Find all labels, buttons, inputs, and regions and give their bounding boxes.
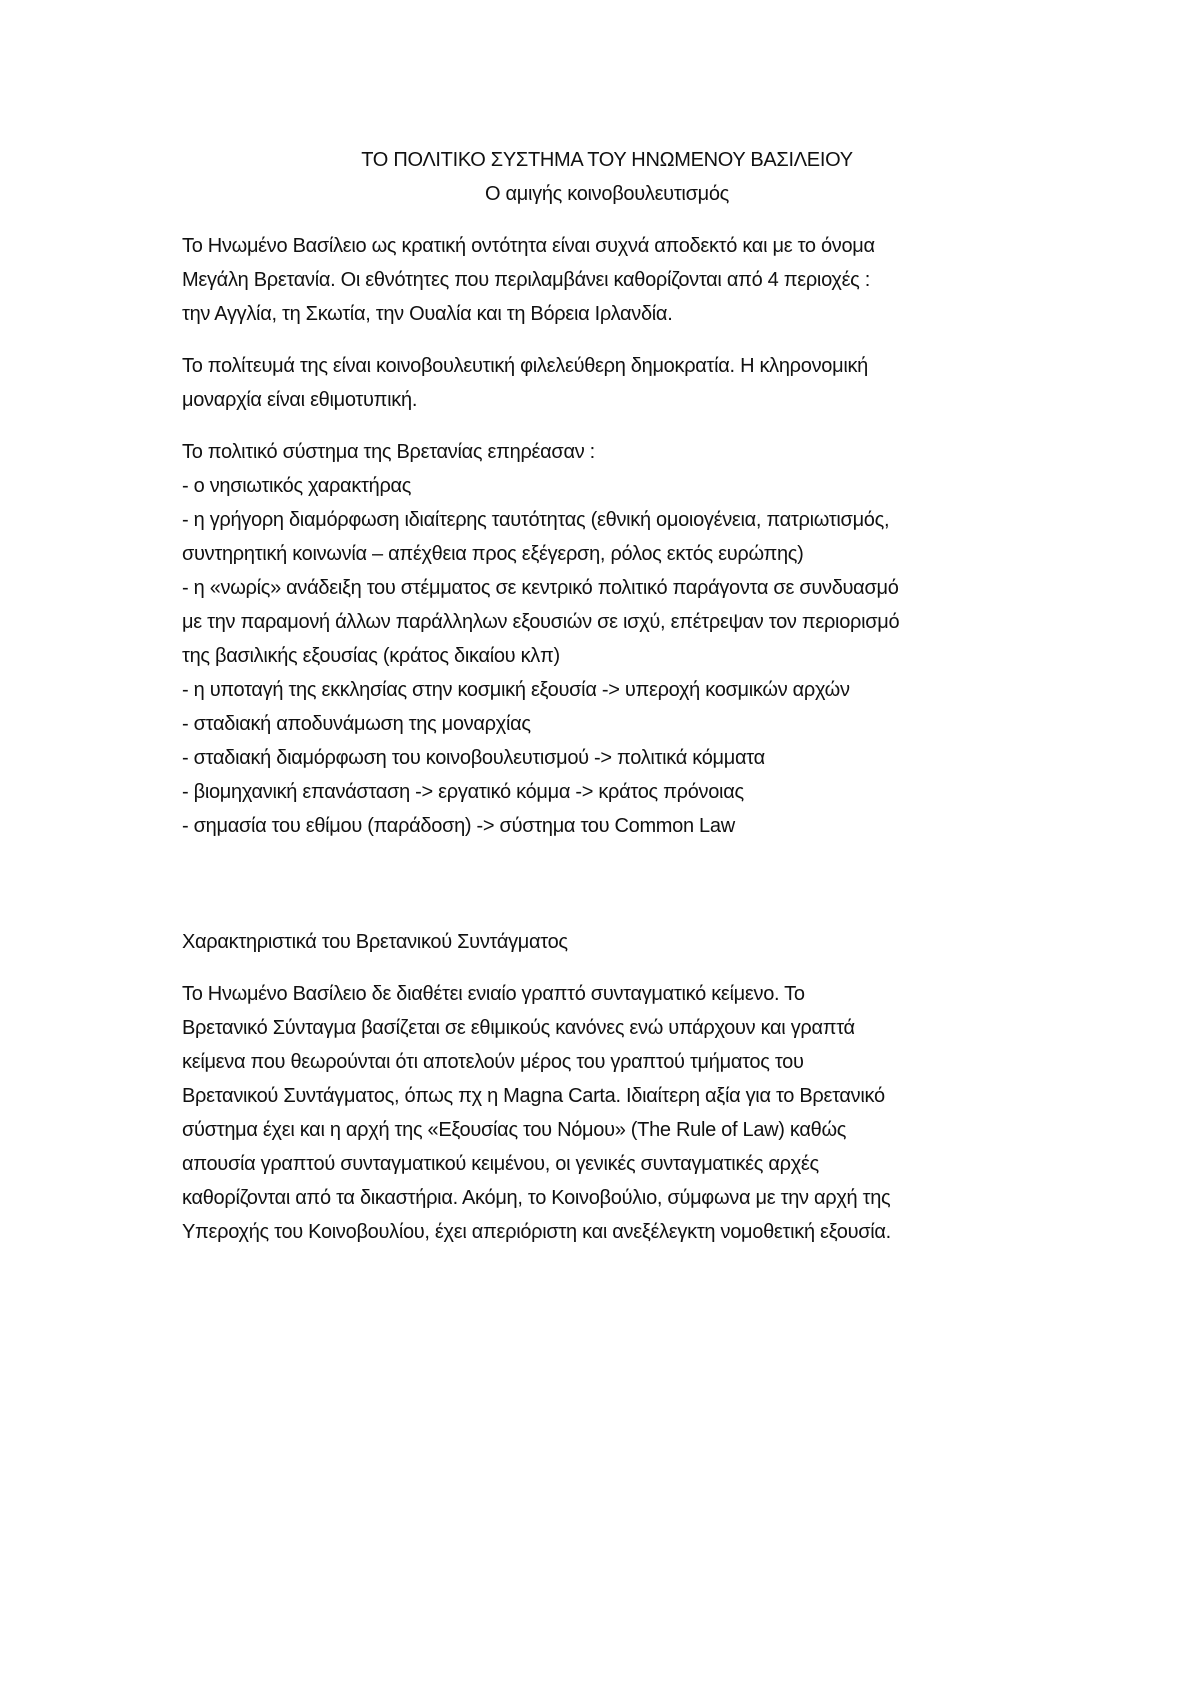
- intro-paragraph: [182, 229, 1032, 331]
- document-body: [182, 143, 1032, 1249]
- list-item: - η γρήγορη διαμόρφωση ιδιαίτερης ταυτότητας (εθνική ομοιογένεια, πατριωτισμός,: [182, 509, 890, 531]
- list-item: - σταδιακή διαμόρφωση του κοινοβουλευτισμού -> πολιτικά κόμματα: [182, 747, 765, 769]
- text-line: μοναρχία είναι εθιμοτυπική.: [182, 389, 418, 411]
- list-item-continued: συντηρητική κοινωνία – απέχθεια προς εξέγερση, ρόλος εκτός ευρώπης): [182, 543, 804, 565]
- text-line: κείμενα που θεωρούνται ότι αποτελούν μέρος του γραπτού τμήματος του: [182, 1051, 804, 1073]
- text-line: απουσία γραπτού συνταγματικού κειμένου, οι γενικές συνταγματικές αρχές: [182, 1153, 819, 1175]
- text-line: την Αγγλία, τη Σκωτία, την Ουαλία και τη Βόρεια Ιρλανδία.: [182, 303, 673, 325]
- text-line: σύστημα έχει και η αρχή της «Εξουσίας του Νόμου» (The Rule of Law) καθώς: [182, 1119, 847, 1141]
- list-item: - η υποταγή της εκκλησίας στην κοσμική εξουσία -> υπεροχή κοσμικών αρχών: [182, 679, 850, 701]
- text-line: καθορίζονται από τα δικαστήρια. Ακόμη, το Κοινοβούλιο, σύμφωνα με την αρχή της: [182, 1187, 891, 1209]
- document-subtitle: Ο αμιγής κοινοβουλευτισμός: [485, 183, 729, 205]
- list-item: - η «νωρίς» ανάδειξη του στέμματος σε κεντρικό πολιτικό παράγοντα σε συνδυασμό: [182, 577, 899, 599]
- section-heading: Χαρακτηριστικά του Βρετανικού Συντάγματος: [182, 931, 568, 953]
- text-line: Το πολίτευμά της είναι κοινοβουλευτική φιλελεύθερη δημοκρατία. Η κληρονομική: [182, 355, 868, 377]
- list-item-continued: με την παραμονή άλλων παράλληλων εξουσιών σε ισχύ, επέτρεψαν τον περιορισμό: [182, 611, 900, 633]
- text-line: Βρετανικού Συντάγματος, όπως πχ η Magna Carta. Ιδιαίτερη αξία για το Βρετανικό: [182, 1085, 885, 1107]
- text-line: Μεγάλη Βρετανία. Οι εθνότητες που περιλαμβάνει καθορίζονται από 4 περιοχές :: [182, 269, 871, 291]
- constitution-paragraph: [182, 977, 1032, 1249]
- list-item: - σημασία του εθίμου (παράδοση) -> σύστημα του Common Law: [182, 815, 735, 837]
- list-intro: Το πολιτικό σύστημα της Βρετανίας επηρέασαν :: [182, 441, 595, 463]
- document-title: ΤΟ ΠΟΛΙΤΙΚΟ ΣΥΣΤΗΜΑ ΤΟΥ ΗΝΩΜΕΝΟΥ ΒΑΣΙΛΕΙΟΥ: [361, 149, 853, 171]
- list-item: - σταδιακή αποδυνάμωση της μοναρχίας: [182, 713, 531, 735]
- list-item: - ο νησιωτικός χαρακτήρας: [182, 475, 412, 497]
- list-item-continued: της βασιλικής εξουσίας (κράτος δικαίου κλπ): [182, 645, 560, 667]
- text-line: Το Ηνωμένο Βασίλειο ως κρατική οντότητα είναι συχνά αποδεκτό και με το όνομα: [182, 235, 875, 257]
- influences-list: [182, 435, 1032, 843]
- list-item: - βιομηχανική επανάσταση -> εργατικό κόμμα -> κράτος πρόνοιας: [182, 781, 744, 803]
- text-line: Υπεροχής του Κοινοβουλίου, έχει απεριόριστη και ανεξέλεγκτη νομοθετική εξουσία.: [182, 1221, 891, 1243]
- text-line: Βρετανικό Σύνταγμα βασίζεται σε εθιμικούς κανόνες ενώ υπάρχουν και γραπτά: [182, 1017, 855, 1039]
- text-line: Το Ηνωμένο Βασίλειο δε διαθέτει ενιαίο γραπτό συνταγματικό κείμενο. Το: [182, 983, 805, 1005]
- regime-paragraph: [182, 349, 1032, 417]
